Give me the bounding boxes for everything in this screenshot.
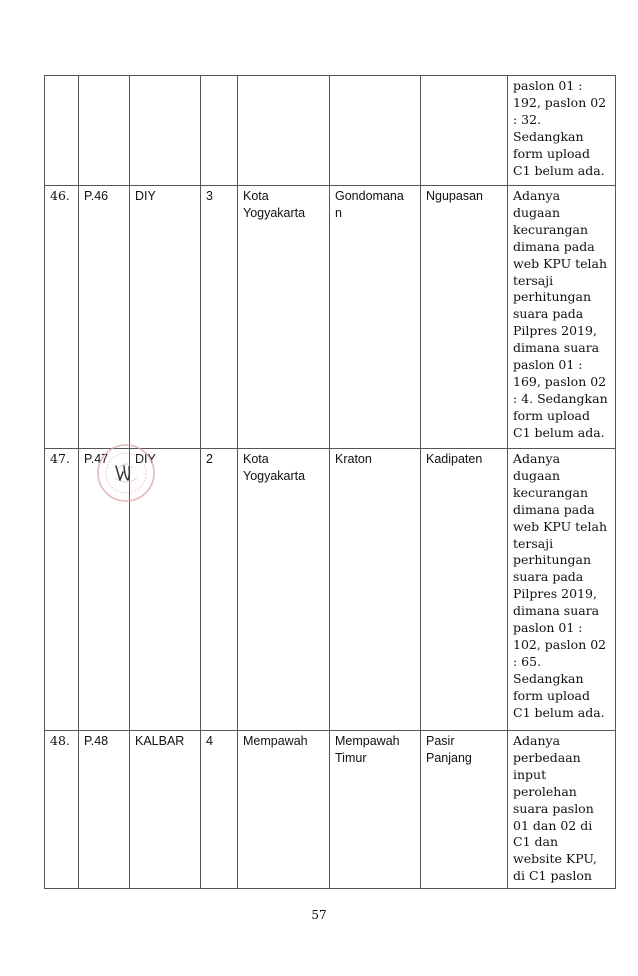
cell-description: Adanya perbedaan input perolehan suara paslon 01 dan 02 di C1 dan website KPU, di C1 paslon (508, 731, 616, 889)
cell-code: P.47 (79, 449, 130, 731)
cell-village: Pasir Panjang (421, 731, 508, 889)
cell-city (238, 76, 330, 186)
cell-province: DIY (130, 449, 201, 731)
cell-city: Kota Yogyakarta (238, 449, 330, 731)
cell-province (130, 76, 201, 186)
cell-province: KALBAR (130, 731, 201, 889)
cell-description: Adanya dugaan kecurangan dimana pada web KPU telah tersaji perhitungan suara pada Pilpres 2019, dimana suara paslon 01 : 169, paslon 02 : 4. Sedangkan form upload C1 belum ada. (508, 186, 616, 449)
cell-district: Mempawah Timur (330, 731, 421, 889)
cell-city: Kota Yogyakarta (238, 186, 330, 449)
evidence-table (44, 75, 616, 889)
cell-count: 3 (201, 186, 238, 449)
cell-district (330, 76, 421, 186)
cell-village: Ngupasan (421, 186, 508, 449)
table-row (45, 731, 616, 889)
table-row (45, 186, 616, 449)
cell-description: paslon 01 : 192, paslon 02 : 32. Sedangkan form upload C1 belum ada. (508, 76, 616, 186)
cell-village (421, 76, 508, 186)
cell-district: Gondomana n (330, 186, 421, 449)
cell-province: DIY (130, 186, 201, 449)
cell-count (201, 76, 238, 186)
cell-code: P.48 (79, 731, 130, 889)
cell-no: 48. (45, 731, 79, 889)
cell-no (45, 76, 79, 186)
table-row-continuation (45, 76, 616, 186)
cell-no: 47. (45, 449, 79, 731)
page-number: 57 (311, 908, 327, 922)
cell-district: Kraton (330, 449, 421, 731)
cell-description: Adanya dugaan kecurangan dimana pada web KPU telah tersaji perhitungan suara pada Pilpres 2019, dimana suara paslon 01 : 102, paslon 02 : 65. Sedangkan form upload C1 belum ada. (508, 449, 616, 731)
cell-count: 2 (201, 449, 238, 731)
cell-no: 46. (45, 186, 79, 449)
cell-code (79, 76, 130, 186)
cell-city: Mempawah (238, 731, 330, 889)
table-row (45, 449, 616, 731)
cell-code: P.46 (79, 186, 130, 449)
cell-village: Kadipaten (421, 449, 508, 731)
cell-count: 4 (201, 731, 238, 889)
